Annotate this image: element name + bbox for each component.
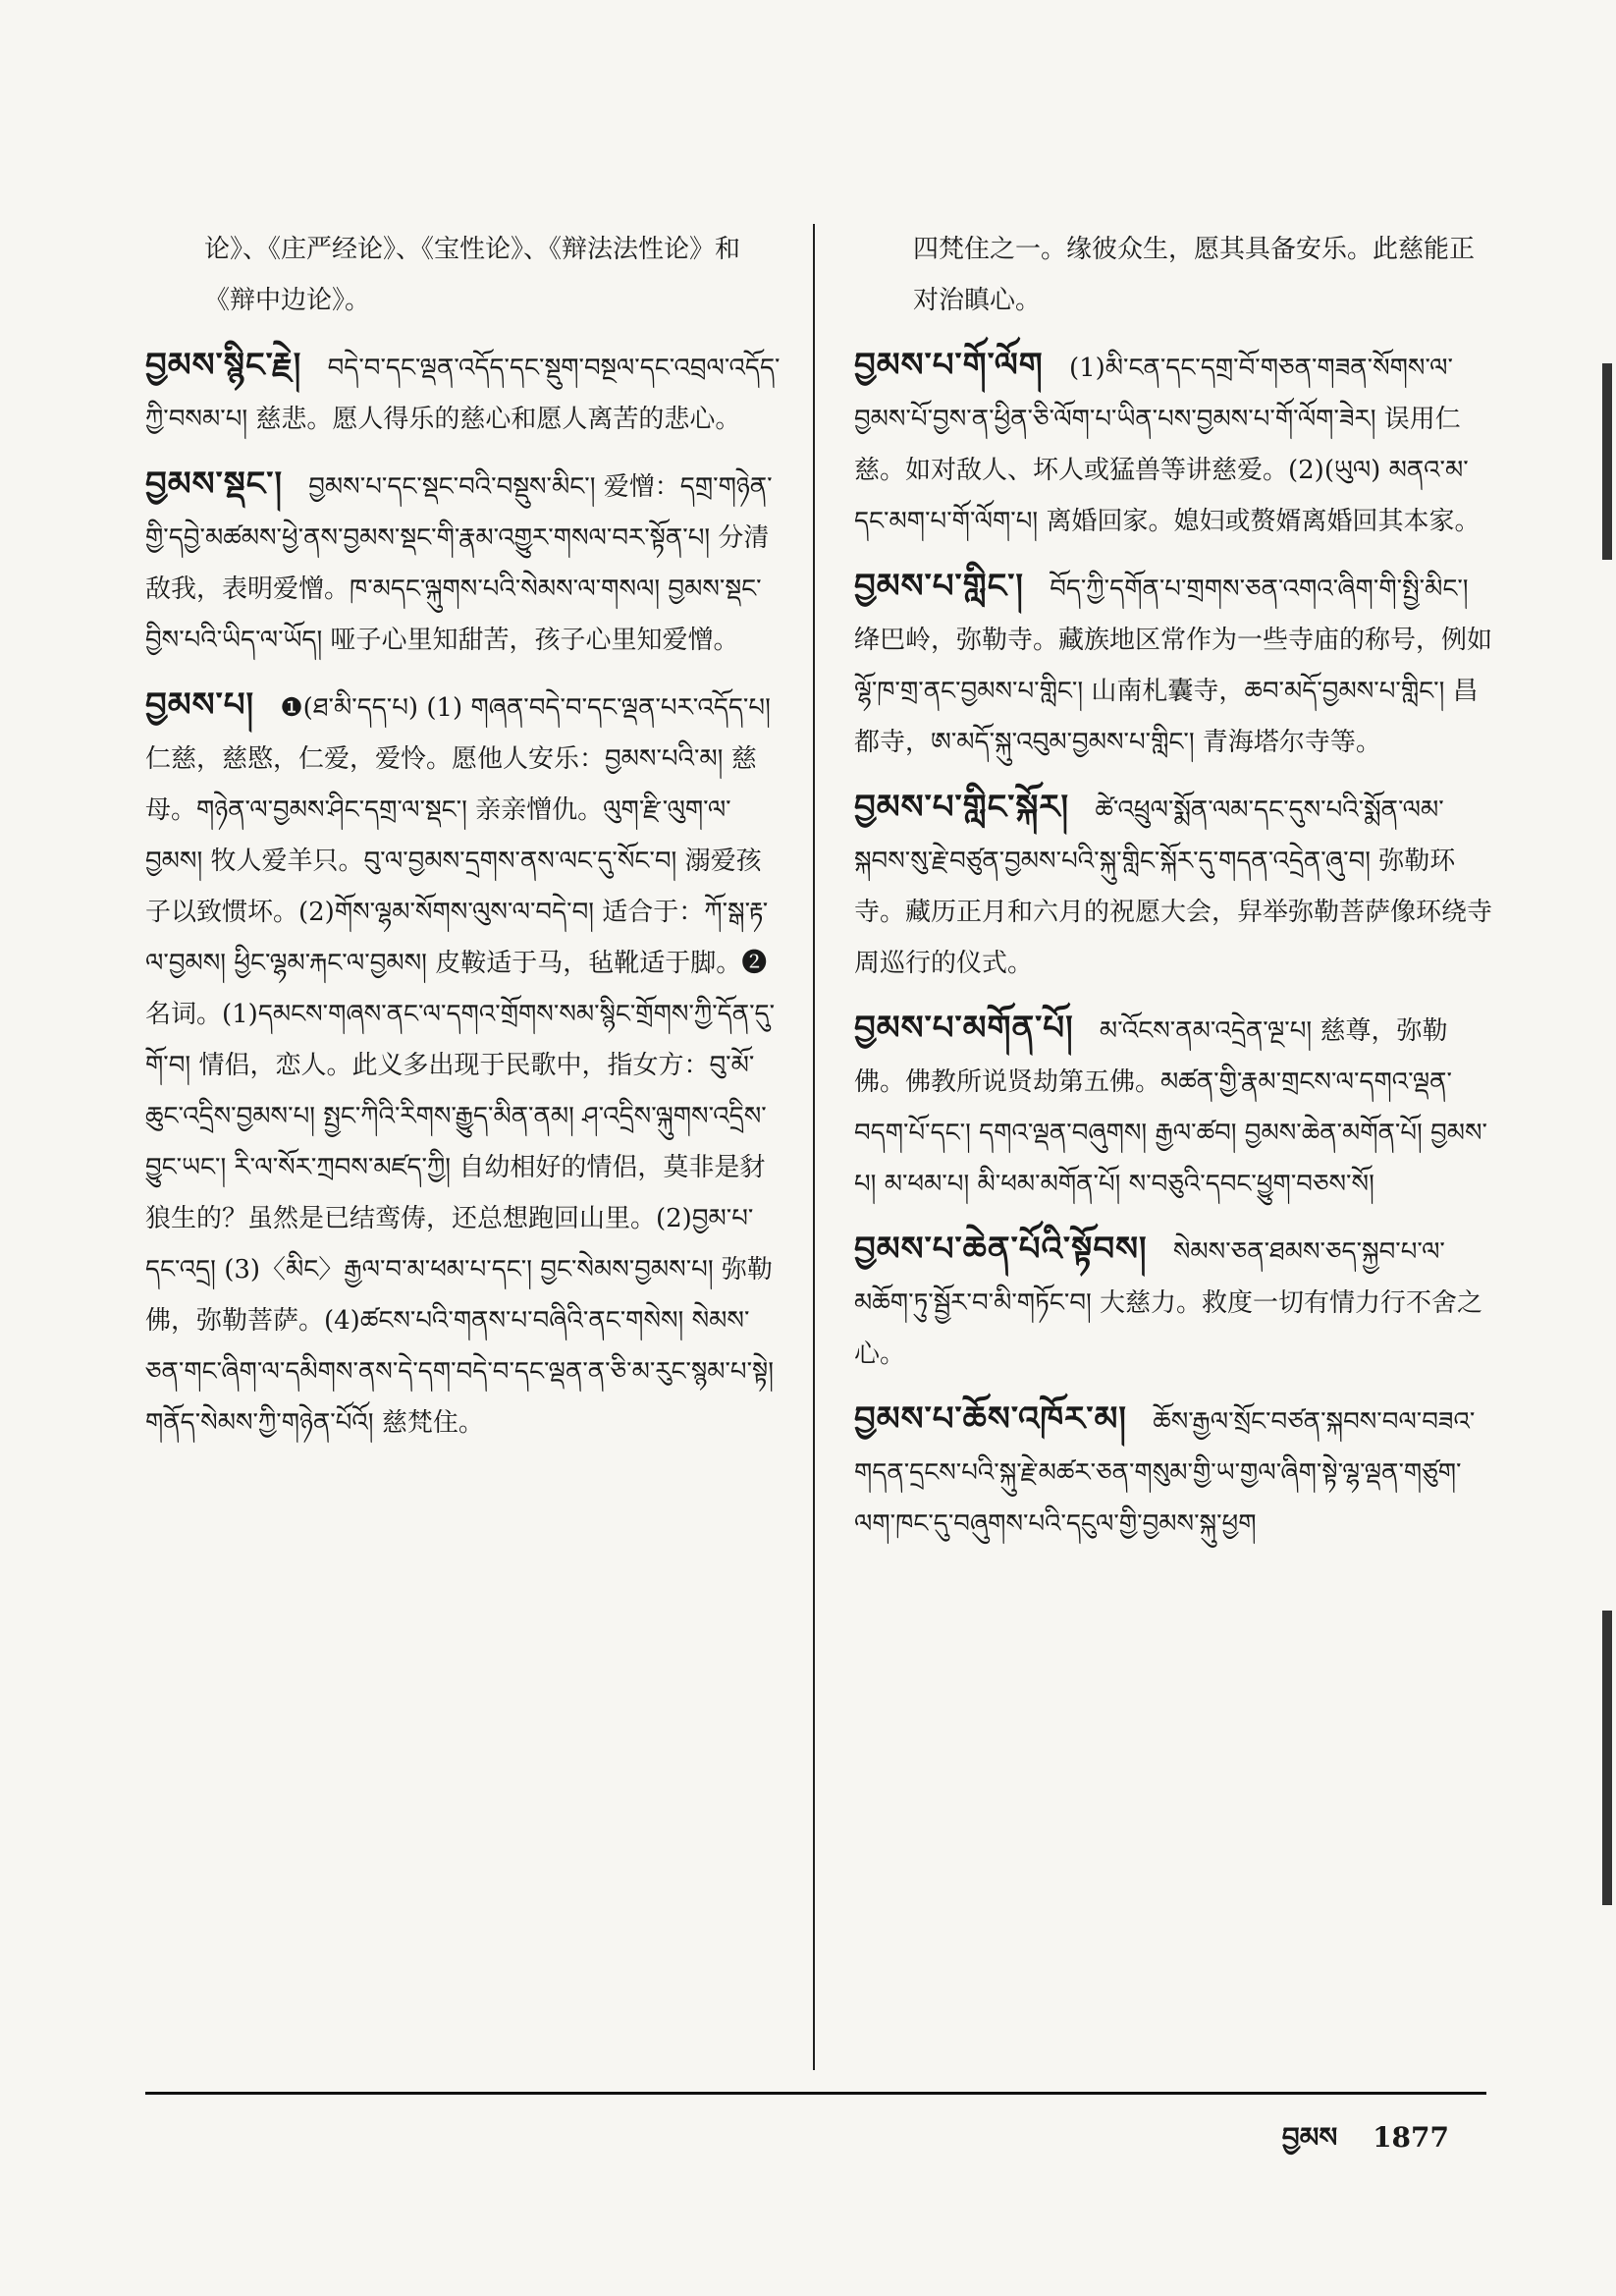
entry-headword: བྱམས་པ་གོ་ལོག: [854, 346, 1044, 385]
entry-headword: བྱམས་པ་ཆེན་པོའི་སྟོབས།: [854, 1230, 1148, 1269]
entry-definition: བོད་ཀྱི་དགོན་པ་གྲགས་ཅན་འགའ་ཞིག་གི་སྤྱི་མིང་། 绛巴岭，弥勒寺。藏族地区常作为一些寺庙的称号，例如 ལྷོ་ཁ་གྲ་ནང་བྱམས་པ་གླིང་། 山南札囊寺，ཆབ་མདོ་བྱམས་པ་གླིང་། 昌都寺，ཨ་མདོ་སྐུ་འབུམ་བྱམས་པ་གླིང་། 青海塔尔寺等。: [854, 574, 1501, 757]
column-divider: [813, 224, 815, 2070]
dictionary-entry: [854, 1394, 1492, 1550]
entry-definition: ཆོས་རྒྱལ་སྲོང་བཙན་སྐབས་བལ་བཟའ་གདན་དྲངས་པའི་སྐུ་རྗེ་མཚར་ཅན་གསུམ་གྱི་ཡ་གྱལ་ཞིག་སྟེ་ལྷ་ལྡན་གཙུག་ལག་ཁང་དུ་བཞུགས་པའི་དངུལ་གྱི་བྱམས་སྐུ་ཕྱག: [854, 1407, 1476, 1539]
dictionary-entry: [854, 1224, 1492, 1380]
entry-headword: བྱམས་པ་མགོན་པོ།: [854, 1009, 1074, 1048]
dictionary-entry: [145, 459, 783, 666]
entry-headword: བྱམས་པ་གླིང་སྐོར།: [854, 788, 1070, 827]
dictionary-entry: [145, 680, 783, 1449]
entry-definition: ❶(ཐ་མི་དད་པ) (1) གཞན་བདེ་བ་དང་ལྡན་པར་འདོད་པ། 仁慈，慈愍，仁爱，爱怜。愿他人安乐：བྱམས་པའི་མ། 慈母。གཉེན་ལ་བྱམས་ཤིང་དགྲ་ལ་སྡང་། 亲亲憎仇。ལུག་རྫི་ལུག་ལ་བྱམས། 牧人爱羊只。བུ་ལ་བྱམས་དྲགས་ནས་ལང་དུ་སོང་བ། 溺爱孩子以致惯坏。(2)གོས་ལྷམ་སོགས་ལུས་ལ་བདེ་བ། 适合于：ཀོ་སྒ་རྟ་ལ་བྱམས། ཕྱིང་ལྷམ་རྐང་ལ་བྱམས། 皮鞍适于马，毡靴适于脚。❷名词。(1)དམངས་གཞས་ནང་ལ་དགའ་གྲོགས་སམ་སྙིང་གྲོགས་ཀྱི་དོན་དུ་གོ་བ། 情侣，恋人。此义多出现于民歌中，指女方：བུ་མོ་ཆུང་འདྲིས་བྱམས་པ། སྤྱང་ཀིའི་རིགས་རྒྱུད་མིན་ནམ། ཤ་འདྲིས་ལྐུགས་འདྲིས་བྱུང་ཡང་། རི་ལ་སོར་ཀྲབས་མཛད་ཀྱི། 自幼相好的情侣，莫非是豺狼生的？虽然是已结鸾俦，还总想跑回山里。(2)བྱམ་པ་དང་འདྲ། (3)〈མིང〉རྒྱལ་བ་མ་ཕམ་པ་དང་། བྱང་སེམས་བྱམས་པ། 弥勒佛，弥勒菩萨。(4)ཚངས་པའི་གནས་པ་བཞིའི་ནང་གསེས། སེམས་ཅན་གང་ཞིག་ལ་དམིགས་ནས་དེ་དག་བདེ་བ་དང་ལྡན་ན་ཅི་མ་རུང་སྙམ་པ་སྟེ། གནོད་སེམས་ཀྱི་གཉེན་པོའོ། 慈梵住。: [145, 693, 782, 1438]
continuation-text: 论》、《庄严经论》、《宝性论》、《辩法法性论》和《辩中边论》。: [204, 235, 741, 315]
dictionary-entry: [854, 782, 1492, 989]
entry-definition: ཚེ་འཕྲུལ་སྨོན་ལམ་དང་དུས་པའི་སྨོན་ལམ་སྐབས་སུ་རྗེ་བཙུན་བྱམས་པའི་སྐུ་གླིང་སྐོར་དུ་གདན་འདྲེན་ཞུ་བ། 弥勒环寺。藏历正月和六月的祝愿大会，舁举弥勒菩萨像环绕寺周巡行的仪式。: [854, 795, 1493, 978]
entry-headword: བྱམས་སྙིང་རྗེ།: [145, 346, 302, 385]
entry-definition: མ་འོངས་ནམ་འདྲེན་ལྔ་པ། 慈尊，弥勒佛。佛教所说贤劫第五佛。མཚན་གྱི་རྣམ་གྲངས་ལ་དགའ་ལྡན་བདག་པོ་དང་། དགའ་ལྡན་བཞུགས། རྒྱལ་ཚབ། བྱམས་ཆེན་མགོན་པོ། བྱམས་པ། མ་ཕམ་པ། མི་ཕམ་མགོན་པོ། ས་བཅུའི་དབང་ཕྱུག་བཅས་སོ།: [854, 1016, 1488, 1199]
right-column: [854, 224, 1501, 1563]
running-head: བྱམས: [1281, 2121, 1338, 2154]
entry-headword: བྱམས་པ་གླིང་།: [854, 567, 1024, 606]
entry-headword: བྱམས་སྡང་།: [145, 465, 283, 504]
footer-rule: [145, 2092, 1486, 2095]
left-column: [145, 224, 783, 1462]
entry-headword: བྱམས་པ་ཆོས་འཁོར་མ།: [854, 1399, 1127, 1439]
entry-headword: བྱམས་པ།: [145, 685, 255, 725]
scan-edge-mark: [1602, 363, 1612, 560]
dictionary-entry: [145, 340, 783, 445]
entry-definition: བྱམས་པ་དང་སྡང་བའི་བསྡུས་མིང་། 爱憎：དགྲ་གཉེན་གྱི་དབྱེ་མཚམས་ཕྱེ་ནས་བྱམས་སྡང་གི་རྣམ་འགྱུར་གསལ་བར་སྟོན་པ། 分清敌我，表明爱憎。ཁ་མདང་ལྐུགས་པའི་སེམས་ལ་གསལ། བྱམས་སྡང་བྱིས་པའི་ཡིད་ལ་ཡོད། 哑子心里知甜苦，孩子心里知爱憎。: [145, 472, 773, 655]
page-footer: [1282, 2106, 1449, 2184]
dictionary-entry: [854, 561, 1501, 768]
entry-definition: (1)མི་ངན་དང་དགྲ་བོ་གཅན་གཟན་སོགས་ལ་བྱམས་པོ་བྱས་ན་ཕྱིན་ཅི་ལོག་པ་ཡིན་པས་བྱམས་པ་གོ་ལོག་ཟེར། 误用仁慈。如对敌人、坏人或猛兽等讲慈爱。(2)(ཡུལ) མནའ་མ་དང་མག་པ་གོ་ལོག་པ། 离婚回家。媳妇或赘婿离婚回其本家。: [854, 354, 1481, 536]
page-number: 1877: [1373, 2121, 1449, 2154]
scan-edge-mark: [1602, 1611, 1612, 1905]
dictionary-entry: [854, 1003, 1492, 1210]
entry-definition: སེམས་ཅན་ཐམས་ཅད་སྐྱབ་པ་ལ་མཆོག་ཏུ་སྦྱོར་བ་མི་གཏོང་བ། 大慈力。救度一切有情力行不舍之心。: [854, 1237, 1483, 1369]
continuation-text: 四梵住之一。缘彼众生，愿其具备安乐。此慈能正对治瞋心。: [913, 235, 1476, 315]
dictionary-entry: [854, 340, 1492, 547]
entry-definition: བདེ་བ་དང་ལྡན་འདོད་དང་སྡུག་བསྔལ་དང་འབྲལ་འདོད་ཀྱི་བསམ་པ། 慈悲。愿人得乐的慈心和愿人离苦的悲心。: [145, 354, 781, 434]
